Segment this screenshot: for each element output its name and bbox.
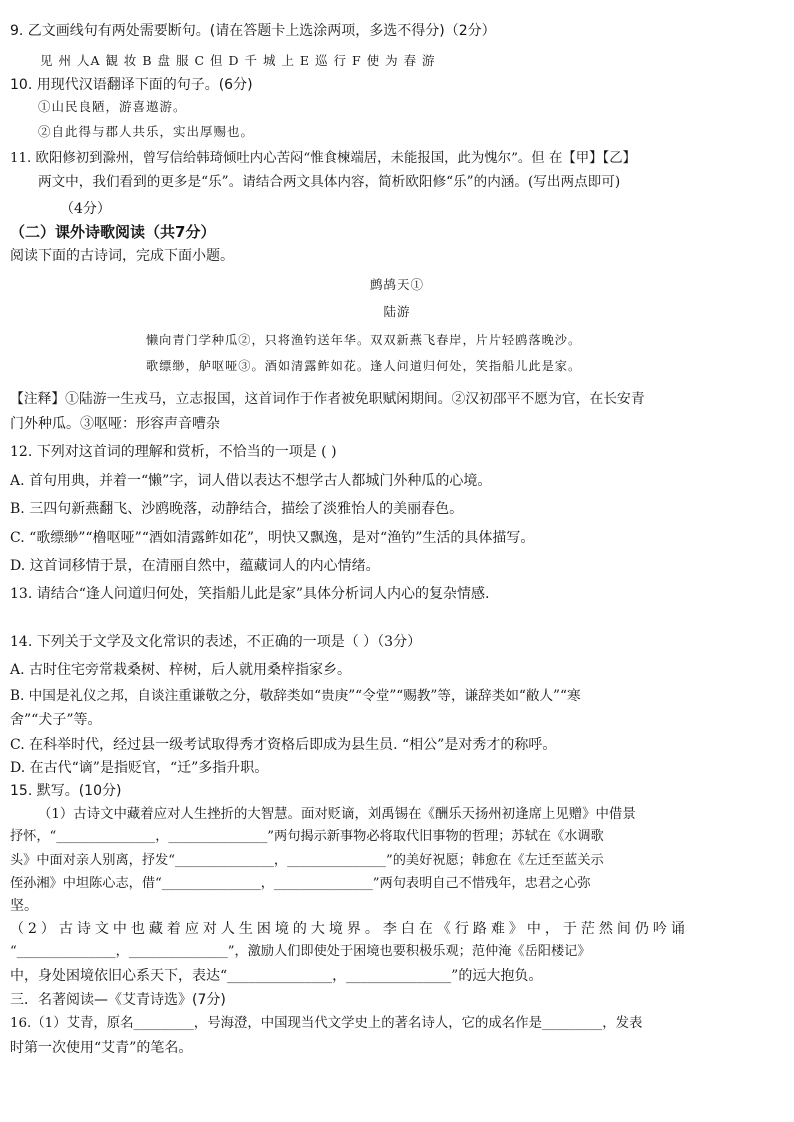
question-14-option-c: C. 在科举时代，经过县一级考试取得秀才资格后即成为县生员. “相公”是对秀才的称呼。 <box>10 737 557 753</box>
section-2-title: （二）课外诗歌阅读（共7分） <box>10 223 216 241</box>
poem-line-1: 懒向青门学种瓜②，只将渔钓送年华。双双新燕飞春岸，片片轻鸥落晚沙。 <box>146 333 582 347</box>
question-11-line-2: 两文中，我们看到的更多是“乐”。请结合两文具体内容，简析欧阳修“乐”的内涵。(写出两点即可) <box>38 174 621 190</box>
question-15: 15. 默写。(10分) <box>10 783 122 799</box>
question-15-part-2-line-3: 中，身处困境依旧心系天下，表达“_______________，_______________”的远大抱负。 <box>10 968 543 984</box>
question-14-option-a: A. 古时住宅旁常栽桑树、梓树，后人就用桑梓指家乡。 <box>10 662 352 678</box>
question-9-options: 见 州 人A 観 妆 B 盘 服 C 但 D 千 城 上 E 巡 行 F 使 为 春 游 <box>40 53 436 68</box>
question-15-part-2-line-2: “_______________，_______________”，激励人们即使处于困境也要积极乐观；范仲淹《岳阳楼记》 <box>10 944 591 959</box>
question-14-option-b-line-1: B. 中国是礼仪之邦，自谈注重谦敬之分，敬辞类如“贵庚”“令堂”“赐教”等，谦辞类如“敝人”“寒 <box>10 688 581 704</box>
question-14-option-b-line-2: 舍”“犬子”等。 <box>10 712 102 728</box>
question-12-option-d: D. 这首词移情于景，在清丽自然中，蕴藏词人的内心情绪。 <box>10 558 380 574</box>
question-15-part-2-line-1: （2）古诗文中也藏着应对人生困境的大境界。李白在《行路难》中，于茫然间仍吟诵 <box>10 921 689 937</box>
question-12-option-c: C. “歌缥缈”“橹呕哑”“酒如清露鲊如花”，明快又飘逸，是对“渔钓”生活的具体描写。 <box>10 530 535 546</box>
question-14: 14. 下列关于文学及文化常识的表述，不正确的一项是（ ）（3分） <box>10 634 422 650</box>
question-10-sentence-1: ①山民良陋，游喜遨游。 <box>38 99 187 114</box>
question-13: 13. 请结合“逢人问道归何处，笑指船儿此是家”具体分析词人内心的复杂情感. <box>10 586 490 602</box>
question-9: 9. 乙文画线句有两处需要断句。(请在答题卡上选涂两项，多选不得分)（2分） <box>10 23 496 39</box>
question-15-part-1-line-4: 侄孙湘》中坦陈心志，借“_______________，_______________”两句表明自己不惜残年，忠君之心弥 <box>10 876 591 891</box>
question-12-option-b: B. 三四句新燕翻飞、沙鸥晚落，动静结合，描绘了淡雅怡人的美丽春色。 <box>10 501 464 517</box>
question-16-line-2: 时第一次使用“艾青”的笔名。 <box>10 1040 193 1056</box>
question-10-sentence-2: ②自此得与郡人共乐，实出厚赐也。 <box>38 124 255 139</box>
poem-author: 陆游 <box>383 304 411 319</box>
poem-title: 鹧鸪天① <box>369 277 424 292</box>
section-2-intro: 阅读下面的古诗词，完成下面小题。 <box>10 248 234 264</box>
question-14-option-d: D. 在古代“谪”是指贬官，“迁”多指升职。 <box>10 760 269 776</box>
question-15-part-1-line-5: 坚。 <box>10 898 38 914</box>
question-16-line-1: 16.（1）艾青，原名_________，号海澄，中国现当代文学史上的著名诗人，它的成名作是_________，发表 <box>10 1016 643 1031</box>
question-15-part-1-line-1: （1）古诗文中藏着应对人生挫折的大智慧。面对贬谪，刘禹锡在《酬乐天扬州初逢席上见赠》中借景 <box>38 807 636 822</box>
question-11-score: （4分） <box>60 201 111 217</box>
poem-notes-line-1: 【注释】①陆游一生戎马，立志报国，这首词作于作者被免职赋闲期间。②汉初邵平不愿为官，在长安青 <box>10 391 645 407</box>
question-12-option-a: A. 首句用典，并着一“懒”字，词人借以表达不想学古人都城门外种瓜的心境。 <box>10 473 492 489</box>
poem-line-2: 歌缥缈，舻呕哑③。酒如清露鲊如花。逢人问道归何处，笑指船儿此是家。 <box>146 359 582 373</box>
question-15-part-1-line-2: 抒怀，“_______________，_______________”两句揭示新事物必将取代旧事物的哲理；苏轼在《水调歌 <box>10 829 604 844</box>
section-3-title: 三．名著阅读—《艾青诗选》(7分) <box>10 992 226 1008</box>
question-11-line-1: 11. 欧阳修初到滁州，曾写信给韩琦倾吐内心苦闷“惟食楝端居，未能报国，此为愧尔”。但 在【甲】【乙】 <box>10 151 636 166</box>
question-12: 12. 下列对这首词的理解和赏析，不恰当的一项是 ( ) <box>10 444 337 460</box>
poem-notes-line-2: 门外种瓜。③呕哑：形容声音嘈杂 <box>10 416 220 432</box>
question-10: 10. 用现代汉语翻译下面的句子。(6分) <box>10 77 253 93</box>
question-15-part-1-line-3: 头》中面对亲人别离，抒发“_______________，_______________”的美好祝愿；韩愈在《左迁至蓝关示 <box>10 853 604 868</box>
